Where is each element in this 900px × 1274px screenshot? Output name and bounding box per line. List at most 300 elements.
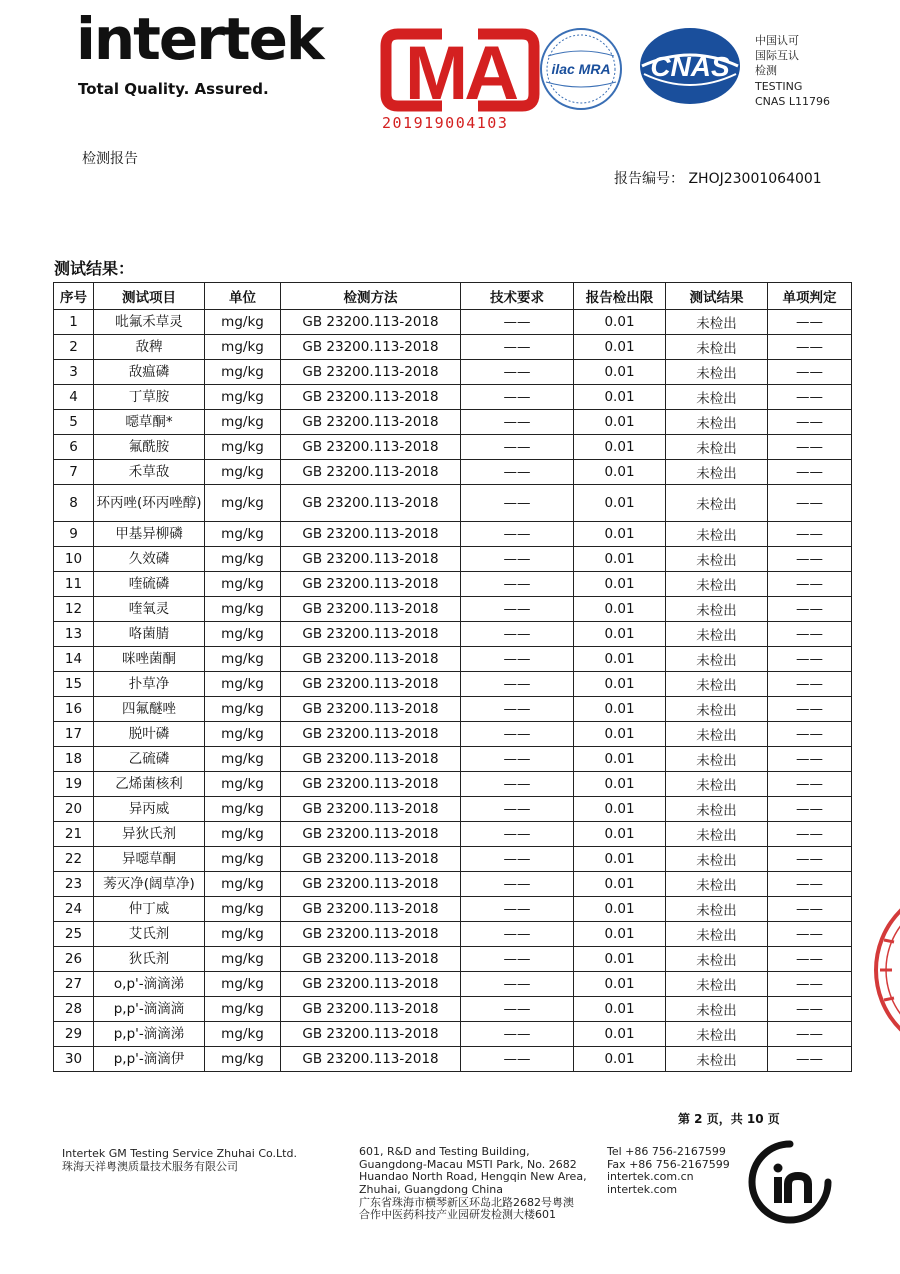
cnas-cn-line3: 检测 bbox=[755, 64, 777, 77]
cell-item: 异狄氏剂 bbox=[94, 822, 205, 847]
cell-judgement: —— bbox=[768, 1022, 852, 1047]
cell-method: GB 23200.113-2018 bbox=[281, 410, 461, 435]
cell-seq: 21 bbox=[54, 822, 94, 847]
cell-unit: mg/kg bbox=[205, 460, 281, 485]
cell-method: GB 23200.113-2018 bbox=[281, 310, 461, 335]
report-number-value: ZHOJ23001064001 bbox=[688, 171, 822, 187]
cell-seq: 12 bbox=[54, 597, 94, 622]
cell-result: 未检出 bbox=[666, 847, 768, 872]
table-row bbox=[54, 947, 852, 972]
cell-item: 禾草敌 bbox=[94, 460, 205, 485]
cell-seq: 8 bbox=[54, 485, 94, 522]
cell-seq: 9 bbox=[54, 522, 94, 547]
cell-judgement: —— bbox=[768, 1047, 852, 1072]
cell-judgement: —— bbox=[768, 522, 852, 547]
table-row bbox=[54, 460, 852, 485]
cell-seq: 10 bbox=[54, 547, 94, 572]
section-title: 测试结果： bbox=[54, 259, 135, 278]
cell-result: 未检出 bbox=[666, 647, 768, 672]
cell-requirement: —— bbox=[461, 410, 574, 435]
cell-seq: 13 bbox=[54, 622, 94, 647]
table-row bbox=[54, 847, 852, 872]
cell-unit: mg/kg bbox=[205, 1022, 281, 1047]
cell-requirement: —— bbox=[461, 947, 574, 972]
cell-method: GB 23200.113-2018 bbox=[281, 460, 461, 485]
address-line: 广东省珠海市横琴新区环岛北路2682号粤澳 bbox=[359, 1195, 574, 1209]
cell-limit: 0.01 bbox=[574, 947, 666, 972]
table-row bbox=[54, 872, 852, 897]
cell-seq: 6 bbox=[54, 435, 94, 460]
cell-method: GB 23200.113-2018 bbox=[281, 1047, 461, 1072]
cell-limit: 0.01 bbox=[574, 922, 666, 947]
cell-method: GB 23200.113-2018 bbox=[281, 622, 461, 647]
cell-limit: 0.01 bbox=[574, 597, 666, 622]
table-row bbox=[54, 897, 852, 922]
cell-item: p,p'-滴滴滴 bbox=[94, 997, 205, 1022]
cell-method: GB 23200.113-2018 bbox=[281, 1022, 461, 1047]
header-item: 测试项目 bbox=[94, 283, 205, 310]
cell-result: 未检出 bbox=[666, 672, 768, 697]
cell-seq: 17 bbox=[54, 722, 94, 747]
header-limit: 报告检出限 bbox=[574, 283, 666, 310]
table-row bbox=[54, 722, 852, 747]
cell-judgement: —— bbox=[768, 747, 852, 772]
cell-limit: 0.01 bbox=[574, 335, 666, 360]
cell-seq: 1 bbox=[54, 310, 94, 335]
cell-seq: 15 bbox=[54, 672, 94, 697]
cell-method: GB 23200.113-2018 bbox=[281, 597, 461, 622]
cell-limit: 0.01 bbox=[574, 647, 666, 672]
cell-limit: 0.01 bbox=[574, 847, 666, 872]
website-link[interactable]: intertek.com bbox=[607, 1182, 678, 1196]
cnas-cn-line1: 中国认可 bbox=[755, 34, 799, 47]
cell-requirement: —— bbox=[461, 572, 574, 597]
cell-requirement: —— bbox=[461, 797, 574, 822]
table-header-row bbox=[54, 283, 852, 310]
cell-limit: 0.01 bbox=[574, 672, 666, 697]
cell-result: 未检出 bbox=[666, 597, 768, 622]
cell-result: 未检出 bbox=[666, 972, 768, 997]
cell-item: p,p'-滴滴伊 bbox=[94, 1047, 205, 1072]
table-row bbox=[54, 335, 852, 360]
table-row bbox=[54, 972, 852, 997]
cell-item: p,p'-滴滴涕 bbox=[94, 1022, 205, 1047]
cell-unit: mg/kg bbox=[205, 622, 281, 647]
cell-result: 未检出 bbox=[666, 410, 768, 435]
company-name-en: Intertek GM Testing Service Zhuhai Co.Ltd. bbox=[62, 1147, 297, 1160]
cell-item: 甲基异柳磷 bbox=[94, 522, 205, 547]
cell-limit: 0.01 bbox=[574, 360, 666, 385]
cell-limit: 0.01 bbox=[574, 897, 666, 922]
cell-limit: 0.01 bbox=[574, 747, 666, 772]
table-row bbox=[54, 822, 852, 847]
cell-result: 未检出 bbox=[666, 460, 768, 485]
cell-judgement: —— bbox=[768, 572, 852, 597]
cell-seq: 2 bbox=[54, 335, 94, 360]
cell-method: GB 23200.113-2018 bbox=[281, 872, 461, 897]
cell-limit: 0.01 bbox=[574, 435, 666, 460]
table-row bbox=[54, 747, 852, 772]
cell-result: 未检出 bbox=[666, 335, 768, 360]
cell-seq: 18 bbox=[54, 747, 94, 772]
cell-requirement: —— bbox=[461, 485, 574, 522]
cell-judgement: —— bbox=[768, 897, 852, 922]
cell-result: 未检出 bbox=[666, 747, 768, 772]
cell-unit: mg/kg bbox=[205, 572, 281, 597]
cell-requirement: —— bbox=[461, 522, 574, 547]
footer-company bbox=[62, 1148, 297, 1173]
cell-result: 未检出 bbox=[666, 822, 768, 847]
cell-result: 未检出 bbox=[666, 1022, 768, 1047]
cell-unit: mg/kg bbox=[205, 847, 281, 872]
cell-judgement: —— bbox=[768, 822, 852, 847]
cell-unit: mg/kg bbox=[205, 310, 281, 335]
cell-method: GB 23200.113-2018 bbox=[281, 972, 461, 997]
table-row bbox=[54, 360, 852, 385]
cell-result: 未检出 bbox=[666, 385, 768, 410]
cell-requirement: —— bbox=[461, 722, 574, 747]
header-seq: 序号 bbox=[54, 283, 94, 310]
cell-unit: mg/kg bbox=[205, 872, 281, 897]
cell-limit: 0.01 bbox=[574, 460, 666, 485]
cell-method: GB 23200.113-2018 bbox=[281, 435, 461, 460]
cell-seq: 24 bbox=[54, 897, 94, 922]
table-row bbox=[54, 385, 852, 410]
cell-unit: mg/kg bbox=[205, 647, 281, 672]
cell-item: 敌瘟磷 bbox=[94, 360, 205, 385]
address-line: Guangdong-Macau MSTI Park, No. 2682 bbox=[359, 1157, 577, 1171]
cell-item: 异丙威 bbox=[94, 797, 205, 822]
cell-seq: 26 bbox=[54, 947, 94, 972]
cell-item: 咪唑菌酮 bbox=[94, 647, 205, 672]
cell-requirement: —— bbox=[461, 460, 574, 485]
cell-result: 未检出 bbox=[666, 522, 768, 547]
cell-judgement: —— bbox=[768, 772, 852, 797]
cell-limit: 0.01 bbox=[574, 797, 666, 822]
table-row bbox=[54, 1047, 852, 1072]
cell-limit: 0.01 bbox=[574, 1047, 666, 1072]
cell-item: 吡氟禾草灵 bbox=[94, 310, 205, 335]
cell-judgement: —— bbox=[768, 947, 852, 972]
cell-item: 艾氏剂 bbox=[94, 922, 205, 947]
cell-method: GB 23200.113-2018 bbox=[281, 797, 461, 822]
cell-item: 狄氏剂 bbox=[94, 947, 205, 972]
cell-method: GB 23200.113-2018 bbox=[281, 772, 461, 797]
svg-text:CNAS: CNAS bbox=[650, 51, 730, 82]
cell-seq: 27 bbox=[54, 972, 94, 997]
cell-judgement: —— bbox=[768, 797, 852, 822]
cell-unit: mg/kg bbox=[205, 972, 281, 997]
cell-item: 喹硫磷 bbox=[94, 572, 205, 597]
cell-seq: 28 bbox=[54, 997, 94, 1022]
cell-judgement: —— bbox=[768, 972, 852, 997]
cell-unit: mg/kg bbox=[205, 897, 281, 922]
table-row bbox=[54, 797, 852, 822]
cell-item: 乙硫磷 bbox=[94, 747, 205, 772]
cell-method: GB 23200.113-2018 bbox=[281, 672, 461, 697]
table-row bbox=[54, 597, 852, 622]
results-table bbox=[53, 282, 852, 1072]
intertek-in-logo-icon bbox=[748, 1140, 832, 1224]
cell-result: 未检出 bbox=[666, 360, 768, 385]
table-row bbox=[54, 410, 852, 435]
cell-unit: mg/kg bbox=[205, 747, 281, 772]
cell-judgement: —— bbox=[768, 485, 852, 522]
cell-limit: 0.01 bbox=[574, 972, 666, 997]
cell-result: 未检出 bbox=[666, 797, 768, 822]
cell-method: GB 23200.113-2018 bbox=[281, 947, 461, 972]
header-method: 检测方法 bbox=[281, 283, 461, 310]
cell-judgement: —— bbox=[768, 672, 852, 697]
svg-text:MA: MA bbox=[404, 31, 516, 116]
cell-method: GB 23200.113-2018 bbox=[281, 522, 461, 547]
cell-method: GB 23200.113-2018 bbox=[281, 647, 461, 672]
footer-contact bbox=[607, 1146, 730, 1197]
cell-requirement: —— bbox=[461, 335, 574, 360]
cnas-en-line1: TESTING bbox=[755, 80, 803, 93]
website-cn-link[interactable]: intertek.com.cn bbox=[607, 1170, 694, 1184]
cell-requirement: —— bbox=[461, 1047, 574, 1072]
results-body bbox=[54, 310, 852, 1072]
table-row bbox=[54, 485, 852, 522]
cell-item: 咯菌腈 bbox=[94, 622, 205, 647]
cell-item: 四氟醚唑 bbox=[94, 697, 205, 722]
cell-judgement: —— bbox=[768, 435, 852, 460]
cell-result: 未检出 bbox=[666, 622, 768, 647]
cell-method: GB 23200.113-2018 bbox=[281, 722, 461, 747]
cma-number: 201919004103 bbox=[382, 114, 509, 132]
cell-judgement: —— bbox=[768, 547, 852, 572]
cell-requirement: —— bbox=[461, 922, 574, 947]
report-number-label: 报告编号： bbox=[614, 171, 684, 187]
header-judgement: 单项判定 bbox=[768, 283, 852, 310]
header-unit: 单位 bbox=[205, 283, 281, 310]
svg-text:ilac MRA: ilac MRA bbox=[551, 61, 611, 77]
cell-requirement: —— bbox=[461, 310, 574, 335]
cell-judgement: —— bbox=[768, 872, 852, 897]
company-name-cn: 珠海天祥粤澳质量技术服务有限公司 bbox=[62, 1159, 238, 1173]
cell-limit: 0.01 bbox=[574, 772, 666, 797]
cell-requirement: —— bbox=[461, 435, 574, 460]
cell-seq: 16 bbox=[54, 697, 94, 722]
address-line: 合作中医药科技产业园研发检测大楼601 bbox=[359, 1208, 556, 1222]
header-result: 测试结果 bbox=[666, 283, 768, 310]
cell-method: GB 23200.113-2018 bbox=[281, 572, 461, 597]
cell-method: GB 23200.113-2018 bbox=[281, 897, 461, 922]
cell-item: 氟酰胺 bbox=[94, 435, 205, 460]
cell-item: 扑草净 bbox=[94, 672, 205, 697]
table-row bbox=[54, 772, 852, 797]
cell-item: 脱叶磷 bbox=[94, 722, 205, 747]
cell-seq: 23 bbox=[54, 872, 94, 897]
cell-limit: 0.01 bbox=[574, 822, 666, 847]
table-row bbox=[54, 922, 852, 947]
ilac-mra-logo-icon bbox=[538, 26, 624, 112]
cell-seq: 5 bbox=[54, 410, 94, 435]
cell-limit: 0.01 bbox=[574, 697, 666, 722]
cell-requirement: —— bbox=[461, 897, 574, 922]
cell-limit: 0.01 bbox=[574, 410, 666, 435]
cell-seq: 7 bbox=[54, 460, 94, 485]
cell-item: 丁草胺 bbox=[94, 385, 205, 410]
cell-judgement: —— bbox=[768, 847, 852, 872]
cell-method: GB 23200.113-2018 bbox=[281, 997, 461, 1022]
cell-item: 久效磷 bbox=[94, 547, 205, 572]
cell-requirement: —— bbox=[461, 360, 574, 385]
cell-unit: mg/kg bbox=[205, 360, 281, 385]
cell-judgement: —— bbox=[768, 410, 852, 435]
table-row bbox=[54, 522, 852, 547]
cell-seq: 14 bbox=[54, 647, 94, 672]
cell-result: 未检出 bbox=[666, 572, 768, 597]
cell-result: 未检出 bbox=[666, 947, 768, 972]
cell-judgement: —— bbox=[768, 460, 852, 485]
cell-seq: 29 bbox=[54, 1022, 94, 1047]
cell-unit: mg/kg bbox=[205, 1047, 281, 1072]
cnas-cn-line2: 国际互认 bbox=[755, 49, 799, 62]
cell-method: GB 23200.113-2018 bbox=[281, 697, 461, 722]
report-number bbox=[614, 168, 822, 188]
cell-limit: 0.01 bbox=[574, 622, 666, 647]
cell-seq: 3 bbox=[54, 360, 94, 385]
cell-unit: mg/kg bbox=[205, 672, 281, 697]
cell-judgement: —— bbox=[768, 697, 852, 722]
cell-unit: mg/kg bbox=[205, 522, 281, 547]
cell-method: GB 23200.113-2018 bbox=[281, 747, 461, 772]
cell-item: 仲丁威 bbox=[94, 897, 205, 922]
cell-requirement: —— bbox=[461, 847, 574, 872]
cell-method: GB 23200.113-2018 bbox=[281, 485, 461, 522]
cell-requirement: —— bbox=[461, 385, 574, 410]
cell-result: 未检出 bbox=[666, 997, 768, 1022]
table-row bbox=[54, 1022, 852, 1047]
cell-judgement: —— bbox=[768, 310, 852, 335]
cell-seq: 11 bbox=[54, 572, 94, 597]
cell-result: 未检出 bbox=[666, 435, 768, 460]
cell-unit: mg/kg bbox=[205, 797, 281, 822]
seal-stamp-icon bbox=[860, 880, 900, 1060]
cell-requirement: —— bbox=[461, 822, 574, 847]
cell-item: 环丙唑(环丙唑醇) bbox=[94, 485, 205, 522]
tel: Tel +86 756-2167599 bbox=[607, 1145, 726, 1158]
cell-judgement: —— bbox=[768, 622, 852, 647]
cell-unit: mg/kg bbox=[205, 485, 281, 522]
cell-requirement: —— bbox=[461, 647, 574, 672]
cell-judgement: —— bbox=[768, 597, 852, 622]
cell-result: 未检出 bbox=[666, 897, 768, 922]
cell-item: 喹氧灵 bbox=[94, 597, 205, 622]
cell-unit: mg/kg bbox=[205, 922, 281, 947]
tagline: Total Quality. Assured. bbox=[78, 80, 269, 98]
address-line: Huandao North Road, Hengqin New Area, bbox=[359, 1170, 587, 1184]
page-number: 第 2 页，共 10 页 bbox=[678, 1112, 780, 1126]
cell-unit: mg/kg bbox=[205, 410, 281, 435]
cell-item: 异噁草酮 bbox=[94, 847, 205, 872]
table-row bbox=[54, 310, 852, 335]
cell-seq: 25 bbox=[54, 922, 94, 947]
cell-unit: mg/kg bbox=[205, 722, 281, 747]
cell-method: GB 23200.113-2018 bbox=[281, 922, 461, 947]
cell-item: 乙烯菌核利 bbox=[94, 772, 205, 797]
cell-requirement: —— bbox=[461, 1022, 574, 1047]
cell-requirement: —— bbox=[461, 972, 574, 997]
cell-method: GB 23200.113-2018 bbox=[281, 547, 461, 572]
cell-requirement: —— bbox=[461, 597, 574, 622]
cell-item: 莠灭净(阔草净) bbox=[94, 872, 205, 897]
cell-seq: 22 bbox=[54, 847, 94, 872]
cell-item: 敌稗 bbox=[94, 335, 205, 360]
cell-limit: 0.01 bbox=[574, 485, 666, 522]
cell-limit: 0.01 bbox=[574, 1022, 666, 1047]
cell-judgement: —— bbox=[768, 385, 852, 410]
cnas-en-line2: CNAS L11796 bbox=[755, 95, 831, 108]
cell-method: GB 23200.113-2018 bbox=[281, 847, 461, 872]
cell-result: 未检出 bbox=[666, 1047, 768, 1072]
cell-judgement: —— bbox=[768, 335, 852, 360]
cell-unit: mg/kg bbox=[205, 547, 281, 572]
cell-result: 未检出 bbox=[666, 872, 768, 897]
header-requirement: 技术要求 bbox=[461, 283, 574, 310]
cell-limit: 0.01 bbox=[574, 310, 666, 335]
cell-unit: mg/kg bbox=[205, 697, 281, 722]
cell-requirement: —— bbox=[461, 872, 574, 897]
table-row bbox=[54, 435, 852, 460]
cell-unit: mg/kg bbox=[205, 822, 281, 847]
cell-method: GB 23200.113-2018 bbox=[281, 360, 461, 385]
table-row bbox=[54, 997, 852, 1022]
cell-unit: mg/kg bbox=[205, 772, 281, 797]
cell-method: GB 23200.113-2018 bbox=[281, 822, 461, 847]
cell-unit: mg/kg bbox=[205, 947, 281, 972]
cell-requirement: —— bbox=[461, 772, 574, 797]
cell-unit: mg/kg bbox=[205, 997, 281, 1022]
cell-seq: 30 bbox=[54, 1047, 94, 1072]
table-row bbox=[54, 622, 852, 647]
cell-result: 未检出 bbox=[666, 922, 768, 947]
cell-limit: 0.01 bbox=[574, 997, 666, 1022]
cell-result: 未检出 bbox=[666, 772, 768, 797]
cell-method: GB 23200.113-2018 bbox=[281, 335, 461, 360]
cell-seq: 19 bbox=[54, 772, 94, 797]
cell-limit: 0.01 bbox=[574, 722, 666, 747]
address-line: 601, R&D and Testing Building, bbox=[359, 1145, 530, 1158]
cell-requirement: —— bbox=[461, 672, 574, 697]
table-row bbox=[54, 572, 852, 597]
cell-requirement: —— bbox=[461, 547, 574, 572]
table-row bbox=[54, 547, 852, 572]
cell-requirement: —— bbox=[461, 622, 574, 647]
cell-limit: 0.01 bbox=[574, 872, 666, 897]
cell-requirement: —— bbox=[461, 997, 574, 1022]
cell-result: 未检出 bbox=[666, 547, 768, 572]
cell-result: 未检出 bbox=[666, 485, 768, 522]
fax: Fax +86 756-2167599 bbox=[607, 1157, 730, 1171]
table-row bbox=[54, 647, 852, 672]
cell-unit: mg/kg bbox=[205, 385, 281, 410]
cell-seq: 20 bbox=[54, 797, 94, 822]
document-type: 检测报告 bbox=[82, 151, 138, 167]
cell-limit: 0.01 bbox=[574, 385, 666, 410]
cell-unit: mg/kg bbox=[205, 335, 281, 360]
cell-judgement: —— bbox=[768, 997, 852, 1022]
cell-seq: 4 bbox=[54, 385, 94, 410]
cell-unit: mg/kg bbox=[205, 435, 281, 460]
cell-item: o,p'-滴滴涕 bbox=[94, 972, 205, 997]
cell-limit: 0.01 bbox=[574, 547, 666, 572]
cell-requirement: —— bbox=[461, 697, 574, 722]
cell-limit: 0.01 bbox=[574, 522, 666, 547]
table-row bbox=[54, 697, 852, 722]
